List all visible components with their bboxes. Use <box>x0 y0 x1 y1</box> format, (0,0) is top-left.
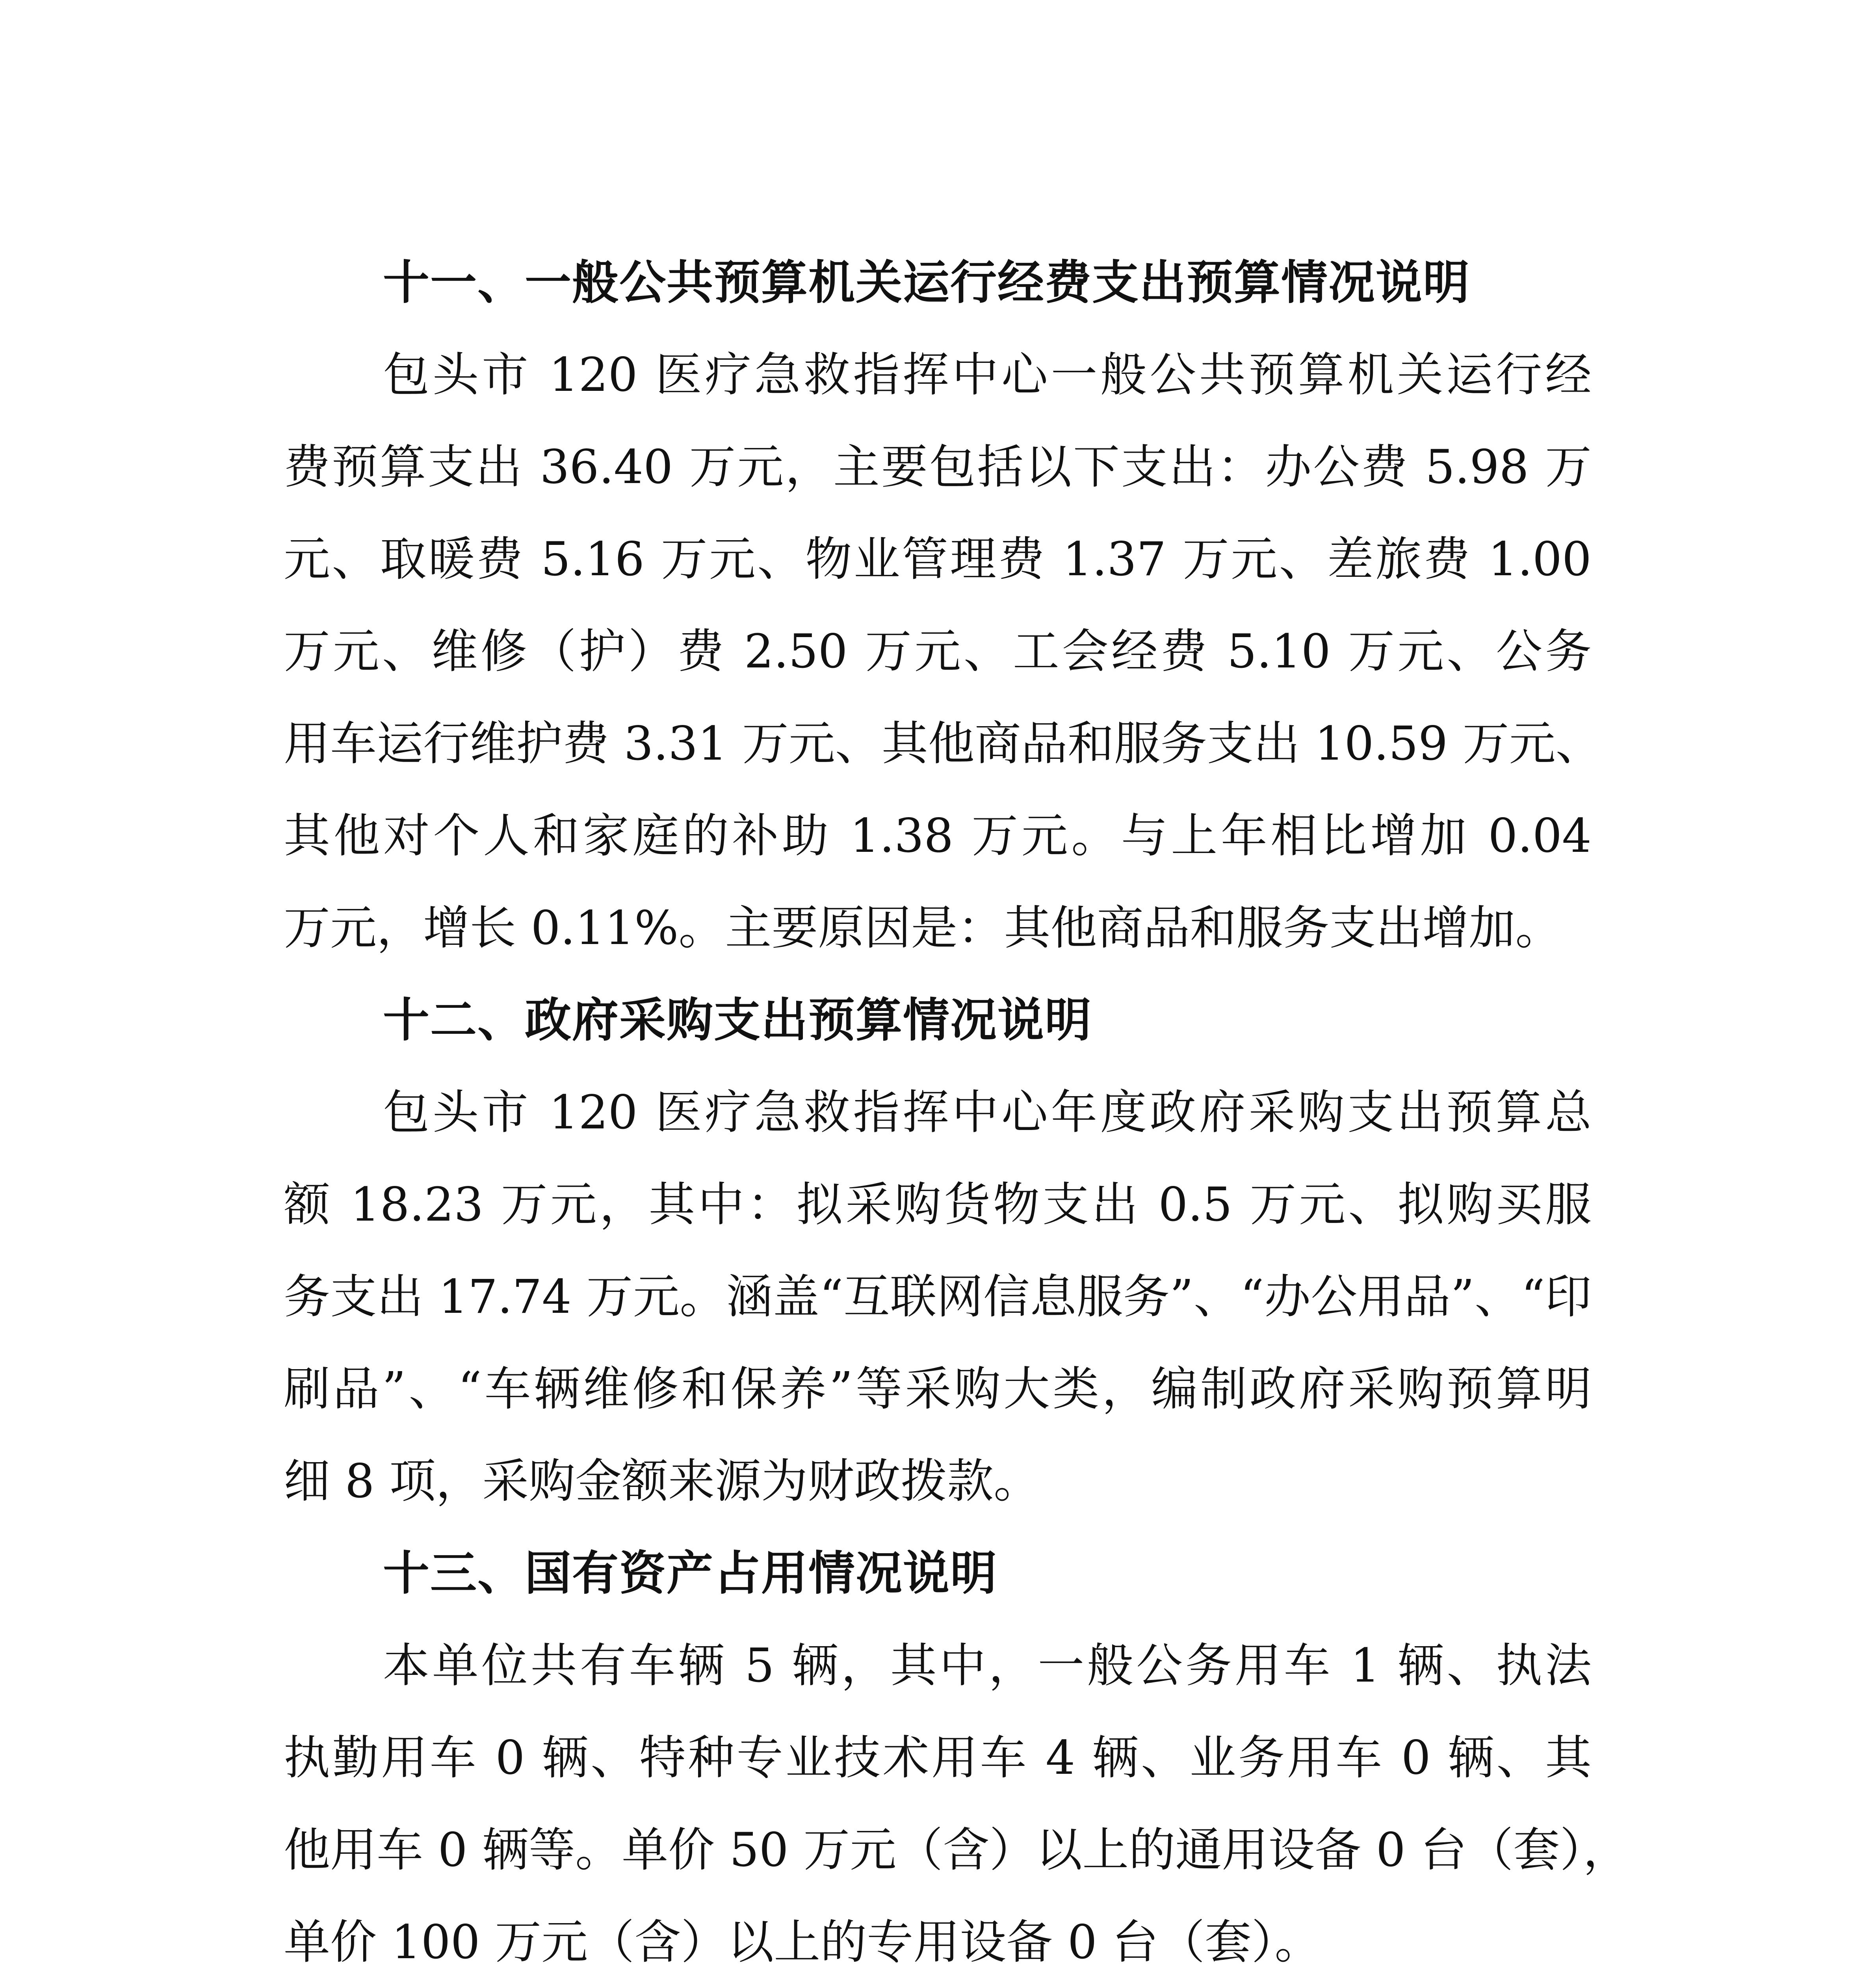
section-heading-13: 十三、国有资产占用情况说明 <box>383 1546 998 1600</box>
section-paragraph-11 <box>284 329 1602 974</box>
paragraph-line: 用车运行维护费 3.31 万元、其他商品和服务支出 10.59 万元、 <box>284 716 1602 771</box>
paragraph-line: 细 8 项，采购金额来源为财政拨款。 <box>284 1454 1040 1508</box>
paragraph-line: 本单位共有车辆 5 辆，其中，一般公务用车 1 辆、执法 <box>383 1638 1592 1693</box>
paragraph-line: 元、取暖费 5.16 万元、物业管理费 1.37 万元、差旅费 1.00 <box>284 532 1592 586</box>
section-heading-12: 十二、政府采购支出预算情况说明 <box>383 993 1092 1047</box>
paragraph-line: 他用车 0 辆等。单价 50 万元（含）以上的通用设备 0 台（套）， <box>284 1823 1630 1877</box>
paragraph-line: 务支出 17.74 万元。涵盖“互联网信息服务”、“办公用品”、“印 <box>284 1269 1592 1324</box>
paragraph-line: 刷品”、“车辆维修和保养”等采购大类，编制政府采购预算明 <box>284 1362 1592 1416</box>
paragraph-line: 万元，增长 0.11%。主要原因是：其他商品和服务支出增加。 <box>284 901 1562 955</box>
paragraph-line: 万元、维修（护）费 2.50 万元、工会经费 5.10 万元、公务 <box>284 624 1592 678</box>
section-heading-11: 十一、一般公共预算机关运行经费支出预算情况说明 <box>383 255 1471 310</box>
paragraph-line: 额 18.23 万元，其中：拟采购货物支出 0.5 万元、拟购买服 <box>284 1177 1592 1232</box>
paragraph-line: 单价 100 万元（含）以上的专用设备 0 台（套）。 <box>284 1915 1321 1969</box>
document-body <box>284 236 1630 1970</box>
paragraph-line: 其他对个人和家庭的补助 1.38 万元。与上年相比增加 0.04 <box>284 808 1592 863</box>
paragraph-line: 费预算支出 36.40 万元，主要包括以下支出：办公费 5.98 万 <box>284 440 1592 494</box>
paragraph-line: 包头市 120 医疗急救指挥中心年度政府采购支出预算总 <box>383 1085 1592 1139</box>
paragraph-line: 执勤用车 0 辆、特种专业技术用车 4 辆、业务用车 0 辆、其 <box>284 1730 1592 1785</box>
section-paragraph-13 <box>284 1619 1630 1970</box>
paragraph-line: 包头市 120 医疗急救指挥中心一般公共预算机关运行经 <box>383 348 1592 402</box>
section-paragraph-12 <box>284 1066 1592 1527</box>
